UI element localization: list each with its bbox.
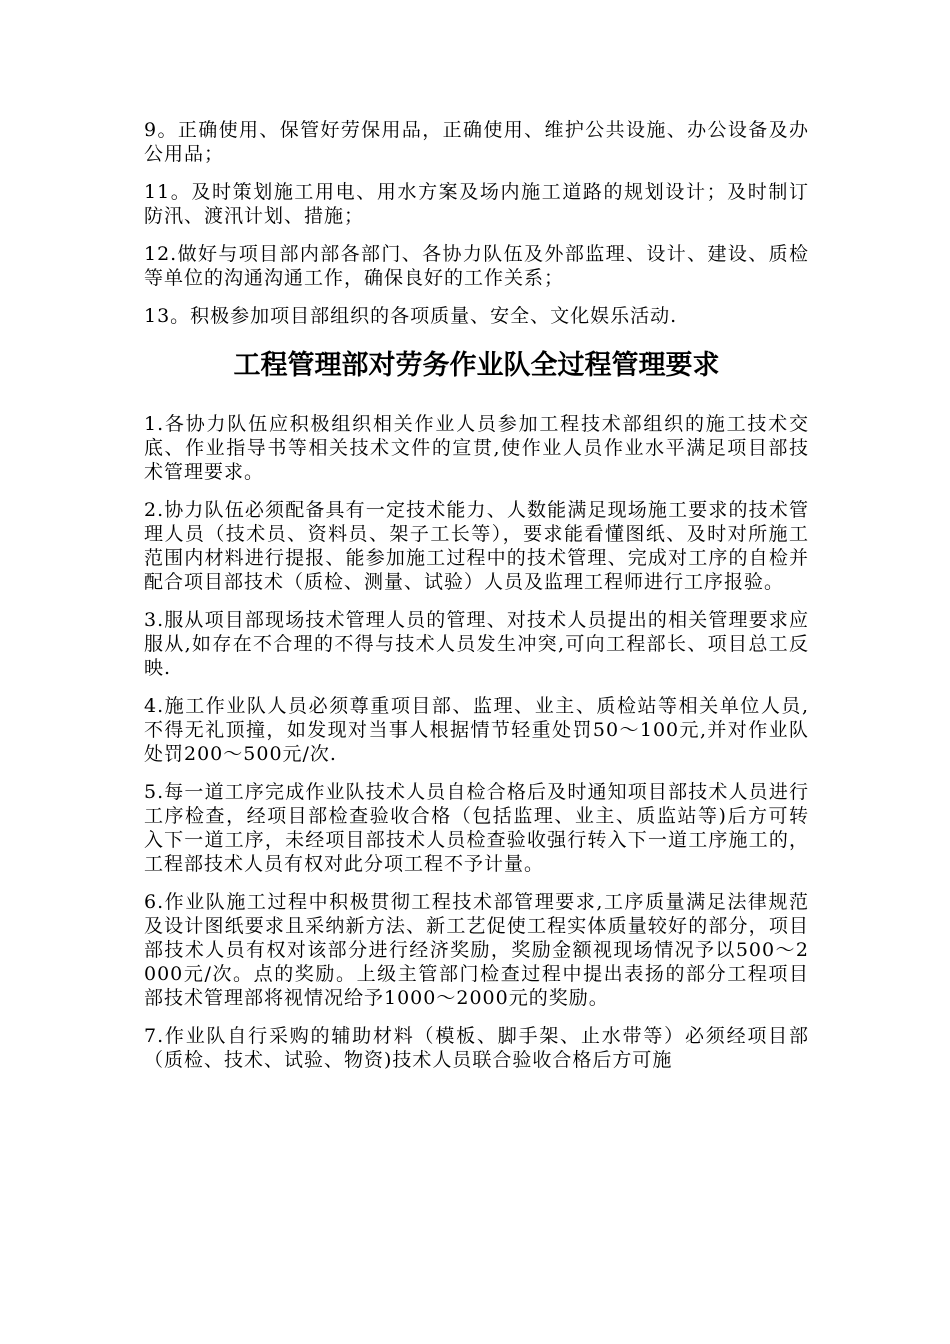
requirement-item-3: 3.服从项目部现场技术管理人员的管理、对技术人员提出的相关管理要求应服从,如存在不合理的不得与技术人员发生冲突,可向工程部长、项目总工反映.	[144, 609, 809, 679]
list-item-12: 12.做好与项目部内部各部门、各协力队伍及外部监理、设计、建设、质检等单位的沟通沟通工作，确保良好的工作关系；	[144, 243, 809, 289]
requirement-item-6: 6.作业队施工过程中积极贯彻工程技术部管理要求,工序质量满足法律规范及设计图纸要求且采纳新方法、新工艺促使工程实体质量较好的部分，项目部技术人员有权对该部分进行经济奖励，奖励金额视现场情况予以500～2000元/次。点的奖励。上级主管部门检查过程中提出表扬的部分工程项目部技术管理部将视情况给予1000～2000元的奖励。	[144, 891, 809, 1009]
requirement-item-2: 2.协力队伍必须配备具有一定技术能力、人数能满足现场施工要求的技术管理人员（技术员、资料员、架子工长等），要求能看懂图纸、及时对所施工范围内材料进行提报、能参加施工过程中的技术管理、完成对工序的自检并配合项目部技术（质检、测量、试验）人员及监理工程师进行工序报验。	[144, 499, 809, 593]
list-item-11: 11。及时策划施工用电、用水方案及场内施工道路的规划设计；及时制订防汛、渡汛计划、措施；	[144, 181, 809, 227]
requirement-item-5: 5.每一道工序完成作业队技术人员自检合格后及时通知项目部技术人员进行工序检查，经项目部检查验收合格（包括监理、业主、质监站等)后方可转入下一道工序，未经项目部技术人员检查验收强行转入下一道工序施工的，工程部技术人员有权对此分项工程不予计量。	[144, 781, 809, 875]
section-title: 工程管理部对劳务作业队全过程管理要求	[233, 350, 720, 381]
list-item-9: 9。正确使用、保管好劳保用品，正确使用、维护公共设施、办公设备及办公用品；	[144, 119, 809, 165]
document-body	[144, 118, 809, 1086]
list-item-13: 13。积极参加项目部组织的各项质量、安全、文化娱乐活动.	[144, 305, 678, 327]
requirement-item-4: 4.施工作业队人员必须尊重项目部、监理、业主、质检站等相关单位人员,不得无礼顶撞，如发现对当事人根据情节轻重处罚50～100元,并对作业队处罚200～500元/次.	[144, 695, 809, 765]
requirement-item-1: 1.各协力队伍应积极组织相关作业人员参加工程技术部组织的施工技术交底、作业指导书等相关技术文件的宣贯,使作业人员作业水平满足项目部技术管理要求。	[144, 413, 809, 483]
requirement-item-7: 7.作业队自行采购的辅助材料（模板、脚手架、止水带等）必须经项目部（质检、技术、试验、物资)技术人员联合验收合格后方可施	[144, 1025, 809, 1071]
